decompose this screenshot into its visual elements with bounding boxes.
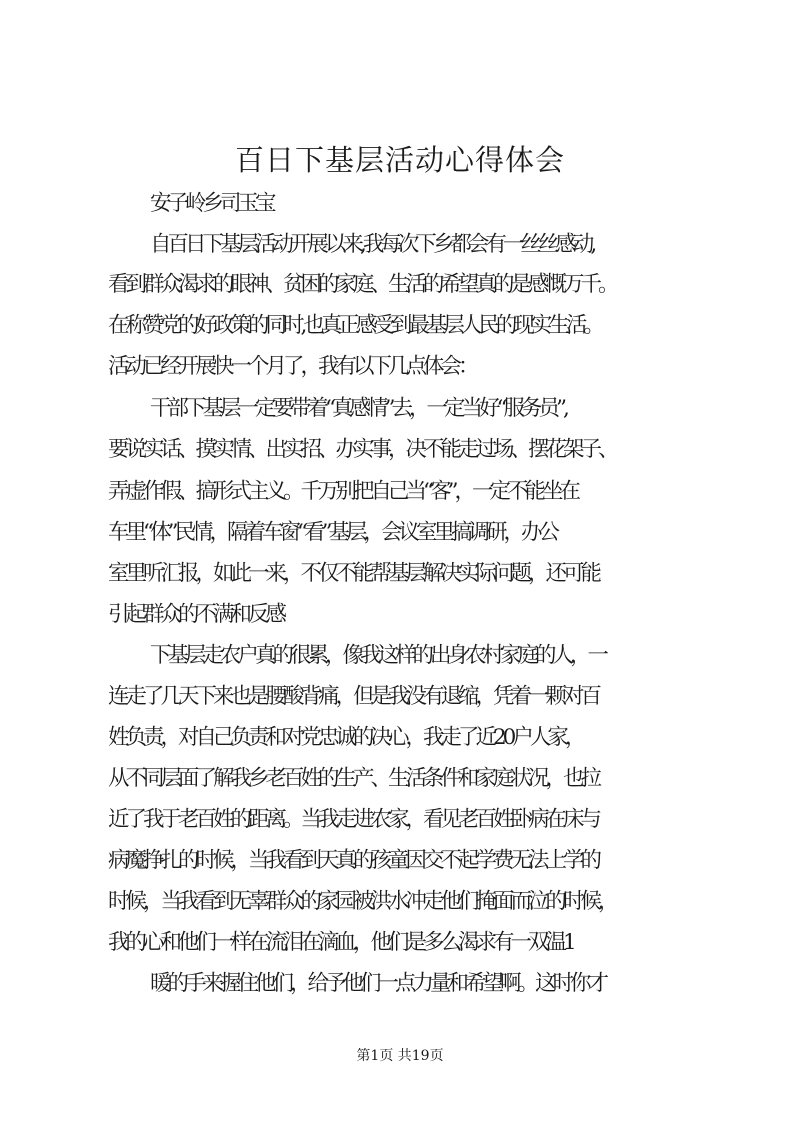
text-line: 干部下基层一定要带着“真感情”去，一定当好“服务员”, [150, 396, 566, 421]
text-line: 要说实话、摸实情、出实招、办实事，决不能走过场、摆花架子、 [108, 437, 616, 462]
text-line: 引起群众的不满和反感 [108, 602, 284, 627]
text-line: 室里听汇报，如此一来，不仅不能帮基层解决实际问题，还可能 [108, 561, 599, 586]
document-title: 百日下基层活动心得体会 [234, 143, 565, 177]
text-line: 暖的手来握住他们，给予他们一点力量和希望啊。这时你才 [150, 971, 606, 996]
text-line: 活动已经开展快一个月了，我有以下几点体会： [108, 354, 476, 379]
text-line: 从不同层面了解我乡老百姓的生产、生活条件和家庭状况，也拉 [108, 766, 599, 791]
author-line: 安子岭乡司玉宝 [150, 191, 273, 216]
text-line: 自百日下基层活动开展以来,我每次下乡都会有一丝丝感动, [150, 232, 594, 257]
text-line: 下基层走农户真的很累，像我这样的出身农村家庭的人，一 [150, 643, 606, 668]
text-line: 车里“体”民情，隔着车窗“看”基层，会议室里搞调研，办公 [108, 520, 556, 545]
text-line: 时候，当我看到无辜群众的家园被洪水冲走他们掩面而泣的时候， [108, 889, 616, 914]
text-line: 姓负责，对自己负责和对党忠诚的决心，我走了近20户人家， [108, 725, 583, 750]
text-line: 我的心和他们一样在流泪在滴血，他们是多么渴求有一双温1 [108, 930, 573, 955]
text-line: 在称赞党的好政策的同时,也真正感受到最基层人民的现实生活。 [108, 313, 601, 338]
page-number-footer: 第1页 共19页 [356, 1048, 444, 1064]
text-line: 连走了几天下来也是腰酸背痛，但是我没有退缩，凭着一颗对百 [108, 684, 599, 709]
text-line: 弄虚作假、搞形式主义。千万别把自己当“客”，一定不能坐在 [108, 479, 577, 504]
text-line: 看到群众渴求的眼神、贫困的家庭、生活的希望真的是感慨万千。 [108, 272, 616, 297]
text-line: 病魔挣扎的时候，当我看到天真的孩童因交不起学费无法上学的 [108, 848, 599, 873]
text-line: 近了我于老百姓的距离。当我走进农家，看见老百姓卧病在床与 [108, 807, 599, 832]
